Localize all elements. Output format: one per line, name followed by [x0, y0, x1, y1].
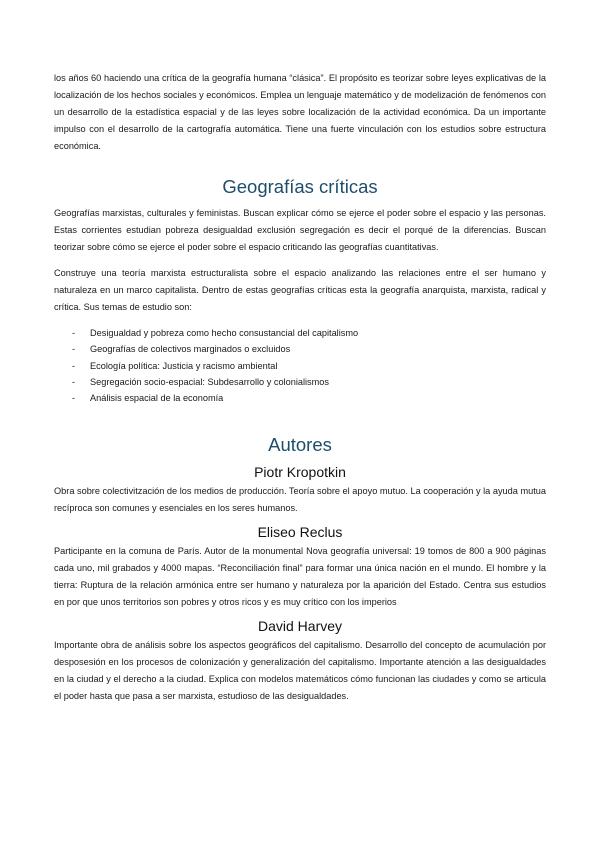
author-block-harvey [54, 616, 546, 705]
list-dash: - [72, 344, 76, 355]
author-block-kropotkin [54, 462, 546, 517]
section-title-autores: Autores [268, 434, 332, 456]
author-description: Importante obra de análisis sobre los aspectos geográficos del capitalismo. Desarrollo del concepto de acumulación por desposesión en los procesos de colonización y generalización del capitalismo. Importante atención a las desigualdades en la ciudad y el derecho a la ciudad. Explica con modelos matemáticos cómo funcionan las ciudades y como se articula el poder hasta que pasa a ser marxista, estudioso de las desigualdades. [54, 640, 546, 702]
list-item: - Análisis espacial de la economía [72, 390, 546, 406]
geografias-criticas-paragraph-1: Geografías marxistas, culturales y feministas. Buscan explicar cómo se ejerce el poder sobre el espacio y las personas. Estas corrientes estudian pobreza desigualdad exclusión segregación es decir el porqué de la diferencias. Buscan teorizar sobre cómo se ejerce el poder sobre el espacio criticando las geografías cuantitativas. [54, 208, 546, 252]
author-name: David Harvey [257, 618, 343, 635]
list-item: - Geografías de colectivos marginados o excluidos [72, 341, 546, 357]
geografias-criticas-section [54, 176, 546, 406]
author-name: Eliseo Reclus [257, 524, 343, 541]
intro-paragraph: los años 60 haciendo una crítica de la geografía humana “clásica”. El propósito es teorizar sobre leyes explicativas de la localización de los hechos sociales y económicos. Emplea un lenguaje matemático y de modelización de fenómenos con un desarrollo de la estadística espacial y de las leyes sobre localización de la actividad económica. Da un importante impulso con el desarrollo de la cartografía automática. Tiene una fuerte vinculación con los estudios sobre estructura económica. [54, 73, 546, 151]
topics-list [54, 325, 546, 406]
autores-section [54, 434, 546, 705]
author-description: Participante en la comuna de París. Autor de la monumental Nova geografía universal: 19 tomos de 800 a 900 páginas cada uno, mil grabados y 4000 mapas. “Reconciliación final” para formar una única nación en el mundo. El hombre y la tierra: Ruptura de la relación armónica entre ser humano y naturaleza por la aparición del Estado. Centra sus estudios en por que unos territorios son pobres y otros ricos y es muy crítico con los imperios [54, 546, 546, 608]
list-item: - Ecología política: Justicia y racismo ambiental [72, 358, 546, 374]
author-block-reclus [54, 522, 546, 611]
list-item: - Segregación socio-espacial: Subdesarrollo y colonialismos [72, 374, 546, 390]
section-title-geografias-criticas: Geografías críticas [222, 176, 378, 197]
author-name: Piotr Kropotkin [254, 464, 346, 481]
list-dash: - [72, 393, 76, 404]
list-dash: - [72, 360, 76, 371]
list-dash: - [72, 376, 76, 387]
list-dash: - [72, 328, 76, 338]
geografias-criticas-paragraph-2: Construye una teoría marxista estructuralista sobre el espacio analizando las relaciones entre el ser humano y naturaleza en un marco capitalista. Dentro de estas geografías críticas esta la geografía anarquista, marxista, radical y crítica. Sus temas de estudio son: [54, 268, 546, 312]
author-description: Obra sobre colectivitzación de los medios de producción. Teoría sobre el apoyo mutuo. La cooperación y la ayuda mutua recíproca son comunes y esenciales en los seres humanos. [54, 486, 546, 514]
list-item: - Desigualdad y pobreza como hecho consustancial del capitalismo [72, 325, 546, 341]
